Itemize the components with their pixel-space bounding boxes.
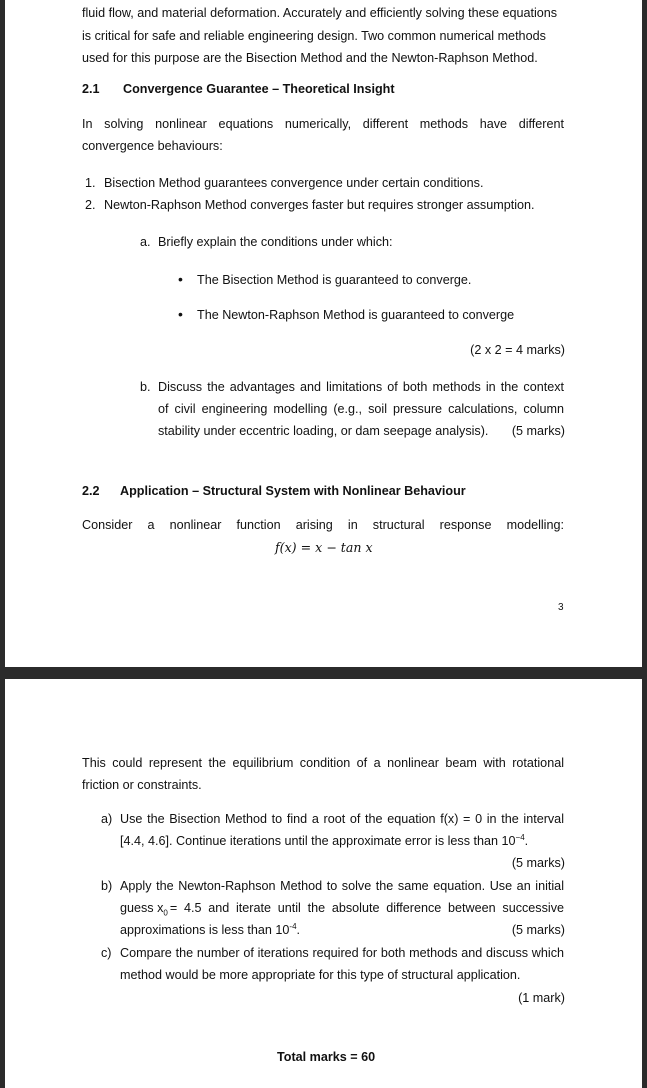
section-2-2-para: Consider a nonlinear function arising in structural response modelling:: [82, 518, 564, 532]
total-marks: Total marks = 60: [277, 1050, 376, 1064]
item-b-label: b): [101, 879, 113, 893]
bullet-1-text: The Bisection Method is guaranteed to converge.: [197, 273, 472, 287]
item-c-label: c): [101, 946, 112, 960]
section-2-1-para-line-2: convergence behaviours:: [82, 139, 223, 153]
numbered-item-1-num: 1.: [85, 176, 96, 190]
intro-line-2: is critical for safe and reliable engineering design. Two common numerical methods: [82, 29, 546, 43]
item-a-label: a): [101, 812, 113, 826]
part-b-label: b.: [140, 380, 151, 394]
item-b-marks: (5 marks): [511, 923, 565, 937]
section-2-1-para-line-1: In solving nonlinear equations numerically, different methods have different: [82, 117, 564, 131]
page2-para-line-1: This could represent the equilibrium condition of a nonlinear beam with rotational: [82, 756, 564, 770]
part-b-line-2: of civil engineering modelling (e.g., soil pressure calculations, column: [158, 402, 564, 416]
part-b-marks: (5 marks): [511, 424, 565, 438]
document-page-4: [5, 679, 642, 1088]
bullet-2-text: The Newton-Raphson Method is guaranteed to converge: [197, 308, 515, 322]
item-c-line-2: method would be more appropriate for this type of structural application.: [120, 968, 521, 982]
section-2-1-number: 2.1: [82, 82, 100, 96]
equation-f-of-x: f(x) = x − tan x: [275, 540, 373, 555]
numbered-item-2-num: 2.: [85, 198, 96, 212]
part-a-label: a.: [140, 235, 151, 249]
item-b-line-1: Apply the Newton-Raphson Method to solve the same equation. Use an initial: [120, 879, 564, 893]
part-a-marks: (2 x 2 = 4 marks): [470, 343, 565, 357]
section-2-1-title: Convergence Guarantee – Theoretical Insight: [123, 82, 395, 96]
document-page-3: [5, 0, 642, 667]
part-a-text: Briefly explain the conditions under which:: [158, 235, 393, 249]
bullet-icon: •: [178, 271, 183, 287]
item-b-line-3: approximations is less than $10^{-4}$.: [120, 921, 301, 937]
page-number: 3: [558, 602, 564, 613]
intro-line-1: fluid flow, and material deformation. Accurately and efficiently solving these equations: [82, 6, 558, 20]
item-b-line-2: guess $x_0$ = 4.5 and iterate until the absolute difference between successive: [120, 901, 564, 918]
section-2-2-title: Application – Structural System with Nonlinear Behaviour: [120, 484, 466, 498]
item-a-marks: (5 marks): [511, 856, 565, 870]
part-b-line-1: Discuss the advantages and limitations of both methods in the context: [158, 380, 564, 394]
item-c-line-1: Compare the number of iterations required for both methods and discuss which: [120, 946, 564, 960]
section-2-2-number: 2.2: [82, 484, 100, 498]
item-a-line-1: Use the Bisection Method to find a root of the equation f(x) = 0 in the interval: [120, 812, 564, 826]
item-a-line-2: [4.4, 4.6]. Continue iterations until the approximate error is less than $10^{-4}$.: [120, 832, 529, 848]
intro-line-3: used for this purpose are the Bisection Method and the Newton-Raphson Method.: [82, 51, 538, 65]
page2-para-line-2: friction or constraints.: [82, 778, 202, 792]
numbered-item-1-text: Bisection Method guarantees convergence under certain conditions.: [104, 176, 484, 190]
part-b-line-3: stability under eccentric loading, or dam seepage analysis).: [158, 424, 489, 438]
bullet-icon: •: [178, 306, 183, 322]
numbered-item-2-text: Newton-Raphson Method converges faster but requires stronger assumption.: [104, 198, 535, 212]
item-c-marks: (1 mark): [518, 991, 565, 1005]
